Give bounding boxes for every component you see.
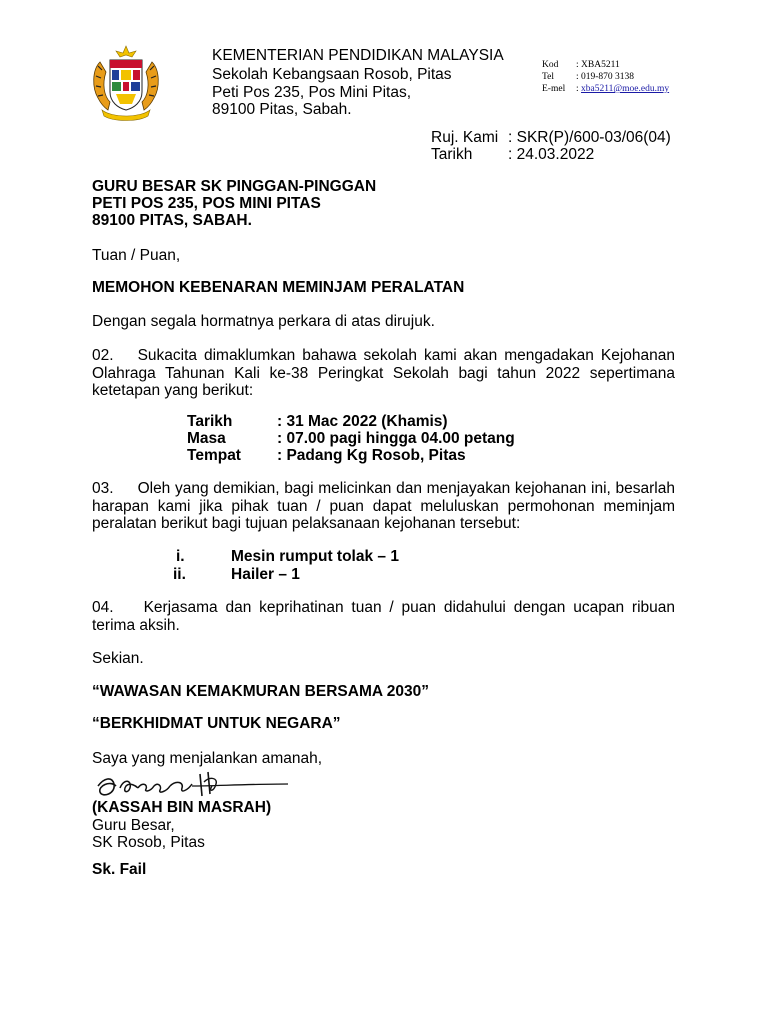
cc-file: Sk. Fail [92, 861, 147, 878]
paragraph-02-number: 02. [92, 347, 114, 364]
paragraph-04-text: Kerjasama dan keprihatinan tuan / puan didahului dengan ucapan ribuan terima aksih. [92, 599, 675, 634]
signatory-name: (KASSAH BIN MASRAH) [92, 799, 272, 816]
contact-email-label: E-mel [542, 84, 566, 94]
paragraph-02-text: Sukacita dimaklumkan bahawa sekolah kami akan mengadakan Kejohanan Olahraga Tahunan Kali ke-38 Peringkat Sekolah bagi tahun 2022 sepertimana ketetapan yang berikut: [92, 347, 675, 399]
contact-email [542, 84, 669, 94]
school-address-line2: 89100 Pitas, Sabah. [212, 101, 352, 118]
slogan-wawasan: “WAWASAN KEMAKMURAN BERSAMA 2030” [92, 683, 430, 700]
detail-time-value: : 07.00 pagi hingga 04.00 petang [277, 430, 515, 447]
coat-of-arms-logo [88, 44, 164, 124]
salutation: Tuan / Puan, [92, 247, 181, 264]
recipient-line2: PETI POS 235, POS MINI PITAS [92, 195, 321, 212]
paragraph-04-number: 04. [92, 599, 114, 616]
detail-place-label: Tempat [187, 447, 241, 464]
paragraph-03-number: 03. [92, 480, 114, 497]
school-name: Sekolah Kebangsaan Rosob, Pitas [212, 66, 452, 83]
signatory-school: SK Rosob, Pitas [92, 834, 205, 851]
recipient-line1: GURU BESAR SK PINGGAN-PINGGAN [92, 178, 377, 195]
slogan-berkhidmat: “BERKHIDMAT UNTUK NEGARA” [92, 715, 341, 732]
equipment-item-2: Hailer – 1 [231, 566, 300, 583]
paragraph-03 [92, 480, 675, 533]
ministry-name: KEMENTERIAN PENDIDIKAN MALAYSIA [212, 47, 504, 64]
opening-sentence: Dengan segala hormatnya perkara di atas dirujuk. [92, 313, 435, 330]
contact-kod-value: : XBA5211 [576, 60, 620, 70]
equipment-number-1: i. [176, 548, 185, 565]
signatory-title: Guru Besar, [92, 817, 175, 834]
contact-tel [542, 72, 634, 82]
detail-place-value: : Padang Kg Rosob, Pitas [277, 447, 466, 464]
date-label: Tarikh [431, 146, 473, 163]
recipient-line3: 89100 PITAS, SABAH. [92, 212, 252, 229]
ref-label: Ruj. Kami [431, 129, 499, 146]
equipment-item-1: Mesin rumput tolak – 1 [231, 548, 399, 565]
paragraph-04 [92, 599, 675, 634]
sign-off: Saya yang menjalankan amanah, [92, 750, 323, 767]
subject-line: MEMOHON KEBENARAN MEMINJAM PERALATAN [92, 279, 465, 296]
paragraph-03-text: Oleh yang demikian, bagi melicinkan dan menjayakan kejohanan ini, besarlah harapan kami jika pihak tuan / puan dapat meluluskan permohonan meminjam peralatan berikut bagi tujuan pelaksanaan kejohanan tersebut: [92, 480, 675, 532]
school-address-line1: Peti Pos 235, Pos Mini Pitas, [212, 84, 412, 101]
equipment-number-2: ii. [173, 566, 186, 583]
detail-date-value: : 31 Mac 2022 (Khamis) [277, 413, 448, 430]
contact-email-sep: : [576, 84, 582, 94]
contact-kod [542, 60, 620, 70]
contact-kod-label: Kod [542, 60, 559, 70]
handwritten-signature [92, 764, 292, 802]
contact-email-link[interactable]: xba5211@moe.edu.my [581, 84, 670, 94]
closing: Sekian. [92, 650, 144, 667]
paragraph-02 [92, 347, 675, 400]
ref-value: : SKR(P)/600-03/06(04) [508, 129, 671, 146]
contact-tel-label: Tel [542, 72, 554, 82]
detail-time-label: Masa [187, 430, 226, 447]
contact-tel-value: : 019-870 3138 [576, 72, 635, 82]
detail-date-label: Tarikh [187, 413, 233, 430]
date-value: : 24.03.2022 [508, 146, 595, 163]
